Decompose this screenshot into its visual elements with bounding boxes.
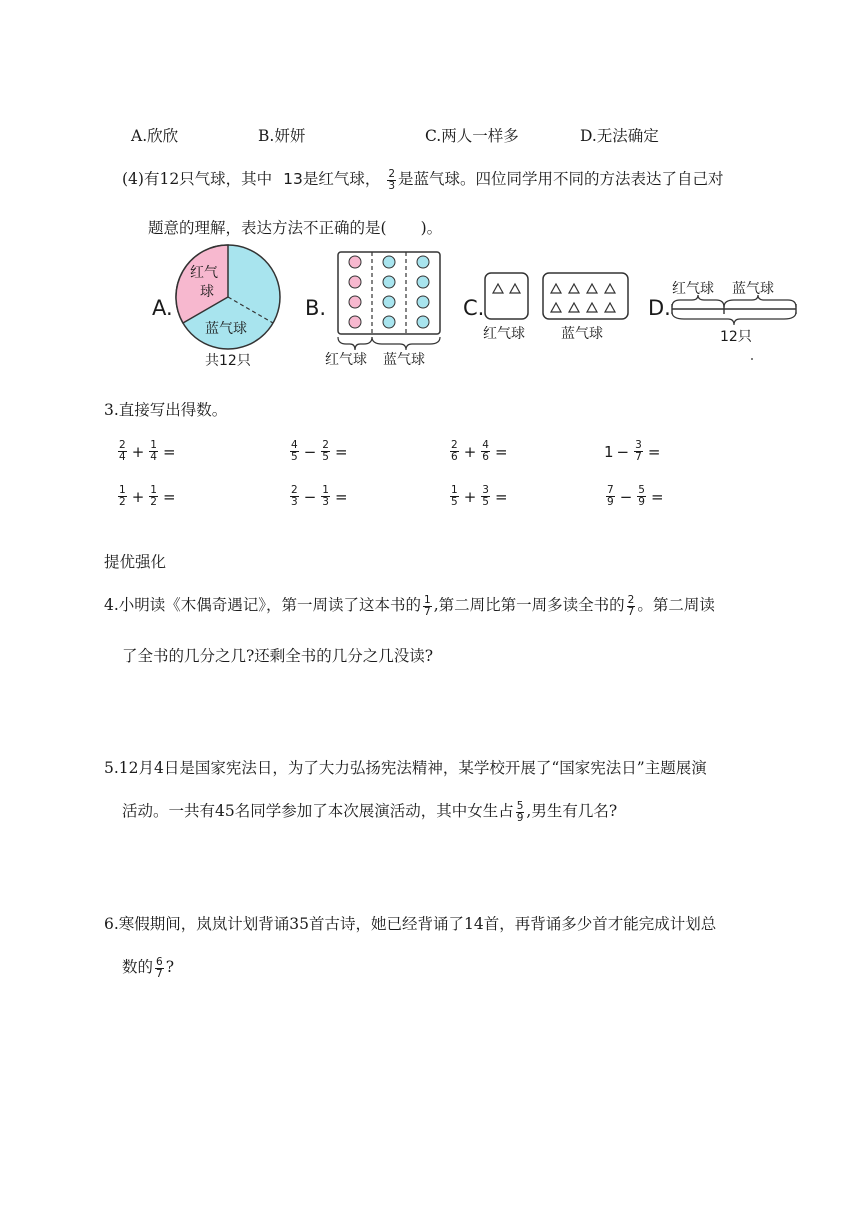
question-6-line2 (122, 956, 174, 980)
question-4-word-problem-line2: 了全书的几分之几?还剩全书的几分之几没读? (122, 647, 434, 665)
question-3-title: 3.直接写出得数。 (104, 401, 228, 419)
q6-fraction (155, 957, 164, 980)
calc-item (604, 440, 663, 463)
question-4-line1 (122, 168, 724, 192)
fraction-numerator: 1 (424, 593, 431, 606)
segment-diagram (672, 280, 796, 360)
q5-line2a: 活动。一共有45名同学参加了本次展演活动，其中女生占 (122, 802, 514, 820)
calc-fraction-a (450, 440, 459, 463)
pie-chart (176, 245, 280, 369)
fraction-numerator: 4 (482, 439, 489, 451)
fraction-denominator: 2 (119, 496, 126, 508)
calc-fraction-a (118, 485, 127, 508)
q4w-line1b: ,第二周比第一周多读全书的 (433, 596, 625, 614)
fraction-numerator: 1 (150, 439, 157, 451)
fraction-numerator: 1 (322, 484, 329, 496)
q4-suffix: 是蓝气球。四位同学用不同的方法表达了自己对 (398, 170, 724, 188)
q4-line2b: )。 (420, 219, 443, 237)
red-dots (349, 256, 361, 328)
calc-fraction-a (290, 440, 299, 463)
calc-operator: + (131, 442, 145, 461)
fraction-numerator: 2 (451, 439, 458, 451)
figure-b-label: B. (305, 296, 327, 320)
question-6-line1: 6.寒假期间，岚岚计划背诵35首古诗，她已经背诵了14首，再背诵多少首才能完成计划总 (104, 915, 717, 933)
calc-operator: − (303, 487, 317, 506)
q4w-fraction-2 (627, 595, 636, 618)
calc-equals: = (650, 487, 664, 506)
calc-fraction-b (481, 485, 490, 508)
fraction-numerator: 1 (119, 484, 126, 496)
fraction-numerator: 2 (388, 167, 395, 180)
calc-equals: = (162, 442, 176, 461)
calc-operator: + (463, 487, 477, 506)
fraction-denominator: 4 (119, 451, 126, 463)
option-d: D.无法确定 (580, 127, 659, 145)
section-title: 提优强化 (104, 553, 167, 571)
fraction-numerator: 3 (635, 439, 642, 451)
calc-item (288, 440, 351, 463)
pie-blue-label: 蓝气球 (205, 321, 247, 337)
fraction-denominator: 5 (451, 496, 458, 508)
calc-fraction-b (634, 440, 643, 463)
dot-blue-label: 蓝气球 (383, 352, 425, 368)
fraction-denominator: 3 (291, 496, 298, 508)
calc-operator: − (616, 442, 630, 461)
option-a: A.欣欣 (131, 127, 179, 145)
calc-operator: − (303, 442, 317, 461)
q4-red-fraction-text: 13 (283, 170, 303, 188)
calc-equals: = (334, 442, 348, 461)
calc-item (116, 440, 179, 463)
calc-item (448, 485, 511, 508)
fraction-numerator: 7 (607, 484, 614, 496)
calc-fraction-a (450, 485, 459, 508)
seg-red-label: 红气球 (672, 281, 714, 297)
fraction-denominator: 9 (607, 496, 614, 508)
pie-red-label-2: 球 (200, 284, 214, 300)
pie-total-label: 共12只 (205, 353, 251, 369)
q4-mid: 是红气球， (302, 170, 381, 188)
calc-item (448, 440, 511, 463)
fraction-denominator: 7 (635, 451, 642, 463)
calc-fraction-a (290, 485, 299, 508)
balloon-figures (0, 240, 860, 375)
calc-equals: = (494, 487, 508, 506)
question-5-line1: 5.12月4日是国家宪法日，为了大力弘扬宪法精神，某学校开展了“国家宪法日”主题展演 (104, 759, 707, 777)
calc-operator: + (131, 487, 145, 506)
tri-blue-label: 蓝气球 (561, 326, 603, 342)
calc-equals: = (162, 487, 176, 506)
triangle-groups (483, 273, 628, 342)
question-4-word-problem-line1 (104, 594, 715, 618)
fraction-numerator: 4 (291, 439, 298, 451)
seg-total-label: 12只 (720, 329, 752, 345)
fraction-denominator: 6 (482, 451, 489, 463)
q4w-fraction-1 (423, 595, 432, 618)
fraction-denominator: 7 (627, 605, 635, 618)
seg-blue-label: 蓝气球 (732, 281, 774, 297)
question-4-line2 (148, 217, 442, 239)
calc-item (288, 485, 351, 508)
q4w-line1c: 。第二周读 (637, 596, 715, 614)
calc-fraction-b (321, 485, 330, 508)
dot-grid (325, 252, 440, 368)
q5-line2b: ,男生有几名? (526, 802, 618, 820)
fraction-denominator: 3 (322, 496, 329, 508)
calc-fraction-b (149, 485, 158, 508)
figure-c-label: C. (463, 296, 485, 320)
q4-line2a: 题意的理解，表达方法不正确的是( (148, 219, 387, 237)
calc-equals: = (494, 442, 508, 461)
fraction-numerator: 5 (638, 484, 645, 496)
figure-a-label: A. (152, 296, 173, 320)
q4-blue-fraction (387, 169, 396, 192)
fraction-denominator: 6 (451, 451, 458, 463)
fraction-denominator: 7 (424, 605, 431, 618)
option-c: C.两人一样多 (425, 127, 519, 145)
fraction-denominator: 7 (156, 967, 163, 980)
fraction-numerator: 2 (119, 439, 126, 451)
q5-fraction (516, 801, 525, 824)
calc-equals: = (647, 442, 661, 461)
fraction-denominator: 5 (322, 451, 329, 463)
pie-red-label-1: 红气 (190, 265, 218, 281)
dot-red-label: 红气球 (325, 352, 367, 368)
calc-integer: 1 (604, 442, 614, 461)
fraction-numerator: 1 (451, 484, 458, 496)
calc-fraction-b (321, 440, 330, 463)
fraction-numerator: 2 (291, 484, 298, 496)
fraction-numerator: 3 (482, 484, 489, 496)
fraction-denominator: 9 (516, 811, 524, 824)
q4-prefix: (4)有12只气球，其中 (122, 170, 273, 188)
fraction-denominator: 2 (150, 496, 157, 508)
figure-d-label: D. (648, 296, 671, 320)
calc-operator: + (463, 442, 477, 461)
q4w-line1a: 4.小明读《木偶奇遇记》，第一周读了这本书的 (104, 596, 422, 614)
fraction-numerator: 2 (627, 593, 635, 606)
question-5-line2 (122, 800, 617, 824)
fraction-numerator: 2 (322, 439, 329, 451)
calc-fraction-b (149, 440, 158, 463)
calc-operator: − (619, 487, 633, 506)
calc-item (116, 485, 179, 508)
q6-line2a: 数的 (122, 958, 154, 976)
calc-fraction-a (606, 485, 615, 508)
calc-fraction-b (481, 440, 490, 463)
fraction-denominator: 5 (482, 496, 489, 508)
tri-red-label: 红气球 (483, 326, 525, 342)
calc-equals: = (334, 487, 348, 506)
option-b: B.妍妍 (258, 127, 306, 145)
fraction-denominator: 4 (150, 451, 157, 463)
fraction-numerator: 1 (150, 484, 157, 496)
calc-fraction-a (118, 440, 127, 463)
fraction-denominator: 3 (388, 179, 395, 192)
fraction-numerator: 6 (156, 955, 163, 968)
calc-item (604, 485, 667, 508)
calc-fraction-b (637, 485, 646, 508)
fraction-denominator: 9 (638, 496, 645, 508)
fraction-denominator: 5 (291, 451, 298, 463)
q6-line2b: ? (165, 958, 175, 976)
fraction-numerator: 5 (516, 799, 524, 812)
